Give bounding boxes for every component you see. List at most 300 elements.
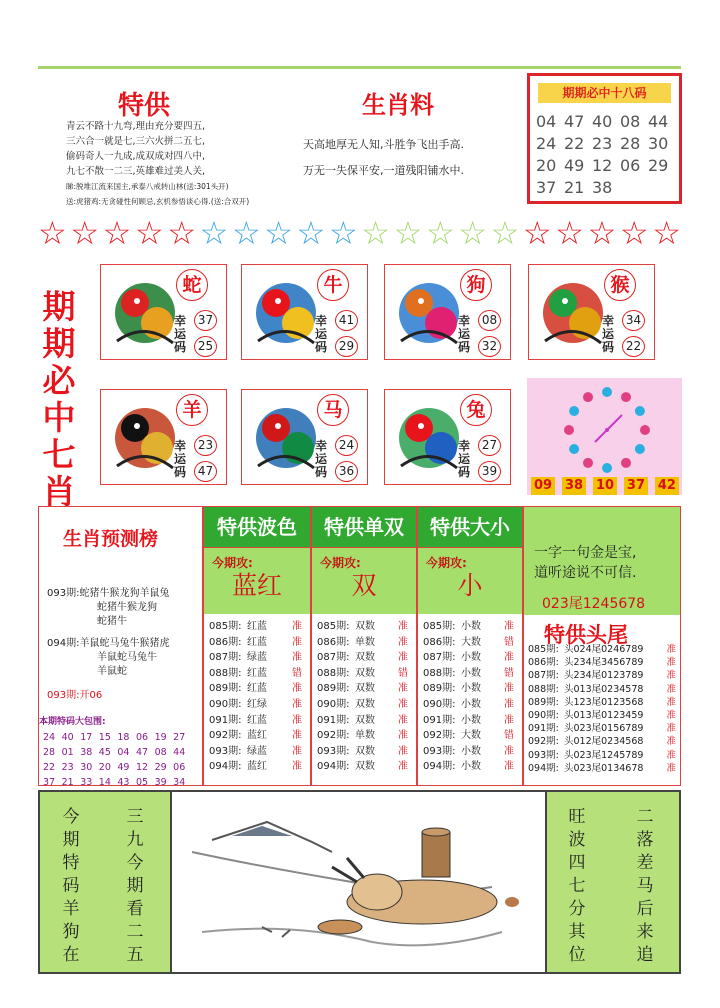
grid-number: 01	[61, 747, 74, 758]
pick: 双数	[355, 683, 375, 695]
bottom-left-col2	[124, 806, 146, 967]
shengxiao-title: 生肖料	[362, 91, 434, 119]
vertical-char: 在	[62, 945, 80, 965]
toutail-title: 特供头尾	[544, 623, 628, 647]
number-item: 28	[620, 134, 641, 153]
history-row	[423, 713, 522, 729]
zodiac-name: 马	[317, 394, 349, 426]
vertical-char: 羊	[62, 899, 80, 919]
history-row	[423, 666, 522, 682]
zodiac-card	[528, 264, 655, 360]
pick: 红蓝	[247, 621, 267, 632]
pick: 头023尾1245789	[564, 749, 644, 761]
pick: 头012尾0234568	[564, 736, 644, 748]
history-row	[209, 635, 310, 651]
zodiac-card	[384, 264, 511, 360]
vertical-char: 看	[126, 899, 144, 919]
period: 092期:	[423, 730, 456, 742]
zodiac-card	[241, 264, 368, 360]
resting-ox-image	[172, 792, 547, 972]
period: 085期:	[423, 621, 456, 632]
title-char: 七	[42, 435, 76, 474]
attack-value: 双	[351, 571, 377, 600]
period: 085期:	[528, 644, 559, 655]
attack-label: 今期攻:	[320, 556, 361, 570]
grid-number: 47	[135, 747, 149, 758]
pick: 大数	[461, 636, 481, 648]
vertical-char: 特	[62, 853, 80, 873]
vertical-char: 三	[126, 807, 144, 827]
eighteen-number-box	[527, 73, 682, 204]
attack-value: 小	[457, 571, 483, 600]
period: 092期:	[209, 730, 242, 742]
pick: 红蓝	[247, 636, 267, 648]
vertical-char: 五	[126, 945, 144, 965]
pick: 头023尾0156789	[564, 723, 644, 735]
poem-block	[66, 119, 286, 209]
seven-zodiac-title	[40, 288, 78, 510]
lucky-number: 32	[478, 336, 501, 357]
clock-icon	[527, 378, 682, 478]
vertical-char: 落	[636, 830, 654, 850]
star-icon: ☆	[522, 214, 552, 252]
lucky-label	[458, 315, 472, 354]
pick: 双数	[355, 714, 375, 726]
history-row	[209, 697, 310, 713]
lucky-number: 37	[194, 310, 217, 331]
vertical-char: 二	[636, 807, 654, 827]
title-char: 中	[42, 398, 76, 437]
divider	[545, 792, 547, 972]
period: 092期:	[317, 730, 350, 742]
result: 准	[666, 749, 676, 761]
lucky-char: 运	[174, 327, 187, 341]
vertical-char: 后	[636, 899, 654, 919]
daxiao-history	[418, 614, 522, 775]
pick: 双数	[355, 621, 375, 632]
vertical-char: 码	[62, 876, 80, 896]
lucky-char: 幸	[602, 314, 615, 328]
lucky-char: 码	[315, 340, 328, 354]
zodiac-name: 猴	[604, 269, 636, 301]
history-row	[528, 722, 680, 735]
number-item: 21	[564, 178, 585, 197]
number-item: 44	[648, 112, 669, 131]
pick: 小数	[461, 745, 481, 757]
history-row	[528, 643, 680, 656]
lucky-char: 码	[174, 340, 187, 354]
zodiac-papercut-image	[391, 396, 467, 480]
pick: 头023尾0134678	[564, 762, 644, 774]
lucky-label	[315, 315, 329, 354]
star-icon: ☆	[361, 214, 390, 252]
lucky-label	[458, 440, 472, 479]
star-icon: ☆	[70, 214, 100, 252]
star-icon: ☆	[167, 214, 196, 252]
predict-line: 093期:蛇猪牛猴龙狗羊鼠兔	[47, 588, 170, 599]
grid-number: 34	[173, 777, 186, 788]
clock-dot	[621, 458, 631, 468]
grid-number: 39	[154, 777, 167, 788]
result: 准	[398, 636, 408, 648]
period: 086期:	[528, 657, 559, 669]
poem-line: 青云不路十九弯,理由充分要四五,	[66, 121, 206, 132]
number-item: 24	[536, 134, 557, 153]
history-row	[423, 744, 522, 760]
period: 091期:	[209, 714, 242, 726]
period: 089期:	[317, 683, 350, 695]
ox-illustration	[172, 792, 547, 972]
history-row	[317, 697, 416, 713]
vertical-char: 四	[568, 853, 586, 873]
result: 准	[666, 710, 676, 722]
danshuang-title: 特供单双	[312, 507, 416, 548]
zodiac-papercut-image	[248, 396, 324, 480]
number-item: 22	[564, 134, 585, 153]
period: 088期:	[423, 667, 456, 679]
period: 089期:	[423, 683, 456, 695]
pick: 头123尾0123568	[564, 696, 644, 708]
period: 094期:	[423, 761, 456, 773]
clock-dot	[583, 458, 593, 468]
pick: 小数	[461, 652, 481, 664]
history-row	[528, 669, 680, 682]
result: 准	[504, 621, 514, 632]
danshuang-attack	[312, 548, 416, 614]
pick: 蓝红	[247, 761, 267, 773]
title-char: 期	[42, 324, 76, 363]
result: 准	[292, 761, 302, 773]
star-icon: ☆	[102, 214, 132, 252]
lucky-number: 39	[478, 461, 501, 482]
grid-number: 30	[80, 762, 93, 773]
period: 087期:	[423, 652, 456, 664]
lucky-number: 34	[622, 310, 645, 331]
grid-number: 06	[135, 732, 149, 743]
clock-number: 42	[655, 477, 679, 495]
zodiac-papercut-image	[391, 271, 467, 355]
clock-dot	[635, 406, 645, 416]
lucky-char: 幸	[458, 439, 471, 453]
history-row	[423, 697, 522, 713]
pick: 双数	[355, 652, 375, 664]
lucky-char: 运	[602, 327, 615, 341]
grid-number: 18	[117, 732, 130, 743]
lucky-char: 幸	[315, 439, 328, 453]
lucky-label	[174, 440, 188, 479]
grid-number: 22	[43, 762, 56, 773]
lucky-char: 码	[602, 340, 615, 354]
poem-line: 九七不散一二三,英雄难过美人关,	[66, 166, 206, 177]
number-item: 38	[592, 178, 613, 197]
result: 准	[666, 696, 676, 708]
grid-number: 23	[61, 762, 74, 773]
saying-line: 道听途说不可信.	[534, 565, 637, 581]
history-row	[317, 728, 416, 744]
vertical-char: 分	[568, 899, 586, 919]
result: 准	[292, 621, 302, 632]
clock-number: 09	[531, 477, 555, 495]
result: 错	[504, 730, 514, 742]
grid-number: 43	[117, 777, 130, 788]
star-icon: ☆	[587, 214, 617, 252]
predict-lines	[47, 587, 202, 703]
period: 094期:	[528, 762, 559, 774]
result: 准	[398, 730, 408, 742]
star-icon: ☆	[134, 214, 164, 252]
vertical-char: 期	[126, 876, 144, 896]
grid-number: 05	[135, 777, 149, 788]
star-icon: ☆	[231, 214, 261, 252]
history-row	[209, 759, 310, 775]
grid-number: 29	[154, 762, 167, 773]
vertical-char: 来	[636, 922, 654, 942]
history-row	[209, 728, 310, 744]
result: 准	[292, 652, 302, 664]
number-item: 49	[564, 156, 585, 175]
grid-number: 33	[80, 777, 93, 788]
poem-note: 睇:脱堆江流来国主,承泰八戒转山林(送:301头开)	[66, 182, 229, 191]
history-row	[317, 759, 416, 775]
history-row	[423, 728, 522, 744]
history-row	[209, 619, 310, 635]
result: 准	[398, 761, 408, 773]
star-icon: ☆	[296, 214, 326, 252]
lucky-number: 22	[622, 336, 645, 357]
zodiac-predict-panel	[38, 506, 203, 786]
history-row	[209, 713, 310, 729]
pick: 大数	[461, 730, 481, 742]
grid-number: 24	[43, 732, 56, 743]
title-char: 期	[42, 287, 76, 326]
history-row	[317, 713, 416, 729]
zodiac-papercut-image	[107, 396, 183, 480]
history-row	[423, 619, 522, 635]
toutail-history	[528, 643, 680, 775]
result: 准	[504, 683, 514, 695]
history-row	[528, 735, 680, 748]
clock-number: 38	[562, 477, 586, 495]
zodiac-name: 蛇	[176, 269, 208, 301]
grid-number: 37	[43, 777, 56, 788]
lucky-char: 运	[315, 452, 328, 466]
lucky-char: 运	[174, 452, 187, 466]
bose-title: 特供波色	[204, 507, 310, 548]
saying-line: 一字一句金是宝,	[534, 545, 637, 561]
clock-numbers	[531, 477, 679, 495]
result: 准	[504, 698, 514, 710]
daxiao-title: 特供大小	[418, 507, 522, 548]
poem2-line: 天高地厚无人知,斗胜争飞出手高.	[303, 138, 464, 151]
title-char: 必	[42, 361, 76, 400]
lucky-number: 41	[335, 310, 358, 331]
period: 086期:	[209, 636, 242, 648]
period: 088期:	[317, 667, 350, 679]
grid-number: 45	[98, 747, 111, 758]
pick: 红蓝	[247, 714, 267, 726]
grid-number: 12	[135, 762, 149, 773]
period: 087期:	[209, 652, 242, 664]
star-icon: ☆	[393, 214, 423, 252]
history-row	[423, 635, 522, 651]
lucky-char: 码	[315, 465, 328, 479]
result: 准	[504, 761, 514, 773]
tegong-title: 特供	[118, 91, 171, 121]
result: 错	[292, 667, 302, 679]
predict-title: 生肖预测榜	[63, 528, 159, 550]
period: 090期:	[317, 698, 350, 710]
grid-number: 40	[61, 732, 74, 743]
result: 错	[398, 667, 408, 679]
grid-number: 27	[173, 732, 186, 743]
vertical-char: 差	[636, 853, 654, 873]
predict-line: 羊鼠蛇马兔牛	[97, 652, 157, 663]
lucky-number: 27	[478, 435, 501, 456]
history-row	[423, 759, 522, 775]
period: 090期:	[209, 698, 242, 710]
lucky-char: 运	[458, 327, 471, 341]
result: 准	[292, 745, 302, 757]
clock-dot	[569, 406, 579, 416]
result: 准	[292, 730, 302, 742]
star-row	[38, 213, 681, 253]
clock-dot	[602, 387, 612, 397]
number-item: 37	[536, 178, 557, 197]
grid-number: 17	[80, 732, 93, 743]
vertical-char: 马	[636, 876, 654, 896]
grid-number: 04	[117, 747, 130, 758]
pick: 单数	[355, 730, 375, 742]
star-icon: ☆	[425, 214, 455, 252]
pick: 头013尾0234578	[564, 683, 644, 695]
period: 091期:	[528, 723, 559, 735]
lucky-char: 幸	[174, 439, 187, 453]
vertical-char: 期	[62, 830, 80, 850]
history-row	[528, 762, 680, 775]
result: 准	[292, 714, 302, 726]
history-row	[209, 681, 310, 697]
lucky-number: 36	[335, 461, 358, 482]
lucky-char: 码	[458, 465, 471, 479]
vertical-char: 追	[636, 945, 654, 965]
lucky-char: 幸	[174, 314, 187, 328]
result: 准	[504, 714, 514, 726]
period: 093期:	[423, 745, 456, 757]
pick: 单数	[355, 636, 375, 648]
pick: 小数	[461, 683, 481, 695]
pick: 绿蓝	[247, 745, 267, 757]
vertical-char: 位	[568, 945, 586, 965]
lucky-number: 24	[335, 435, 358, 456]
clock-number: 37	[624, 477, 648, 495]
result: 准	[398, 714, 408, 726]
period: 094期:	[317, 761, 350, 773]
pick: 小数	[461, 667, 481, 679]
result: 准	[666, 644, 676, 655]
pick: 蓝红	[247, 730, 267, 742]
history-row	[317, 681, 416, 697]
pick: 小数	[461, 698, 481, 710]
period: 090期:	[423, 698, 456, 710]
star-icon: ☆	[199, 214, 229, 252]
vertical-char: 今	[126, 853, 144, 873]
danshuang-history	[312, 614, 416, 775]
grid-number: 38	[80, 747, 93, 758]
history-row	[423, 650, 522, 666]
attack-label: 今期攻:	[426, 556, 467, 570]
bottom-right-col2	[634, 806, 656, 967]
period: 085期:	[317, 621, 350, 632]
history-row	[317, 650, 416, 666]
grid-number: 49	[117, 762, 130, 773]
poem2-line: 万无一失保平安,一道残阳铺水中.	[303, 164, 464, 177]
result: 准	[666, 762, 676, 774]
history-row	[317, 744, 416, 760]
pick: 双数	[355, 745, 375, 757]
zodiac-name: 牛	[317, 269, 349, 301]
pick: 双数	[355, 667, 375, 679]
result: 准	[666, 736, 676, 748]
zodiac-papercut-image	[535, 271, 611, 355]
number-item: 08	[620, 112, 641, 131]
result: 错	[504, 667, 514, 679]
result: 准	[398, 698, 408, 710]
lucky-char: 幸	[315, 314, 328, 328]
history-row	[528, 656, 680, 669]
clock-dot	[583, 392, 593, 402]
daxiao-panel	[417, 506, 523, 786]
clock-dot	[635, 444, 645, 454]
saying-text	[534, 543, 636, 583]
grid-number: 15	[98, 732, 111, 743]
predict-line: 094期:羊鼠蛇马兔牛猴猪虎	[47, 638, 170, 649]
period: 091期:	[423, 714, 456, 726]
number-item: 30	[648, 134, 669, 153]
period: 090期:	[528, 710, 559, 722]
result: 准	[398, 621, 408, 632]
result: 准	[666, 657, 676, 669]
history-row	[317, 619, 416, 635]
result: 准	[292, 698, 302, 710]
bottom-right-col1	[566, 806, 588, 967]
history-row	[317, 666, 416, 682]
pick: 小数	[461, 761, 481, 773]
grid-number: 28	[43, 747, 56, 758]
bottom-left-col1	[60, 806, 82, 967]
zodiac-card	[100, 264, 227, 360]
poem-note: 送:虎猪鸡:无贪碰性何顾忌,玄机参悟谈心得.(送:合双开)	[66, 197, 250, 206]
top-divider	[38, 66, 681, 69]
lucky-char: 运	[315, 327, 328, 341]
danshuang-panel	[311, 506, 417, 786]
vertical-char: 七	[568, 876, 586, 896]
result: 准	[292, 683, 302, 695]
period: 093期:	[209, 745, 242, 757]
pick: 小数	[461, 621, 481, 632]
lucky-number: 47	[194, 461, 217, 482]
star-icon: ☆	[38, 214, 67, 252]
grid-number: 20	[98, 762, 111, 773]
grid-title: 本期特码大包围:	[39, 717, 106, 727]
clock-dot	[621, 392, 631, 402]
clock-dot	[569, 444, 579, 454]
pick: 头013尾0123459	[564, 710, 644, 722]
lucky-char: 码	[174, 465, 187, 479]
lucky-number: 23	[194, 435, 217, 456]
number-item: 47	[564, 112, 585, 131]
lucky-number: 25	[194, 336, 217, 357]
history-row	[423, 681, 522, 697]
